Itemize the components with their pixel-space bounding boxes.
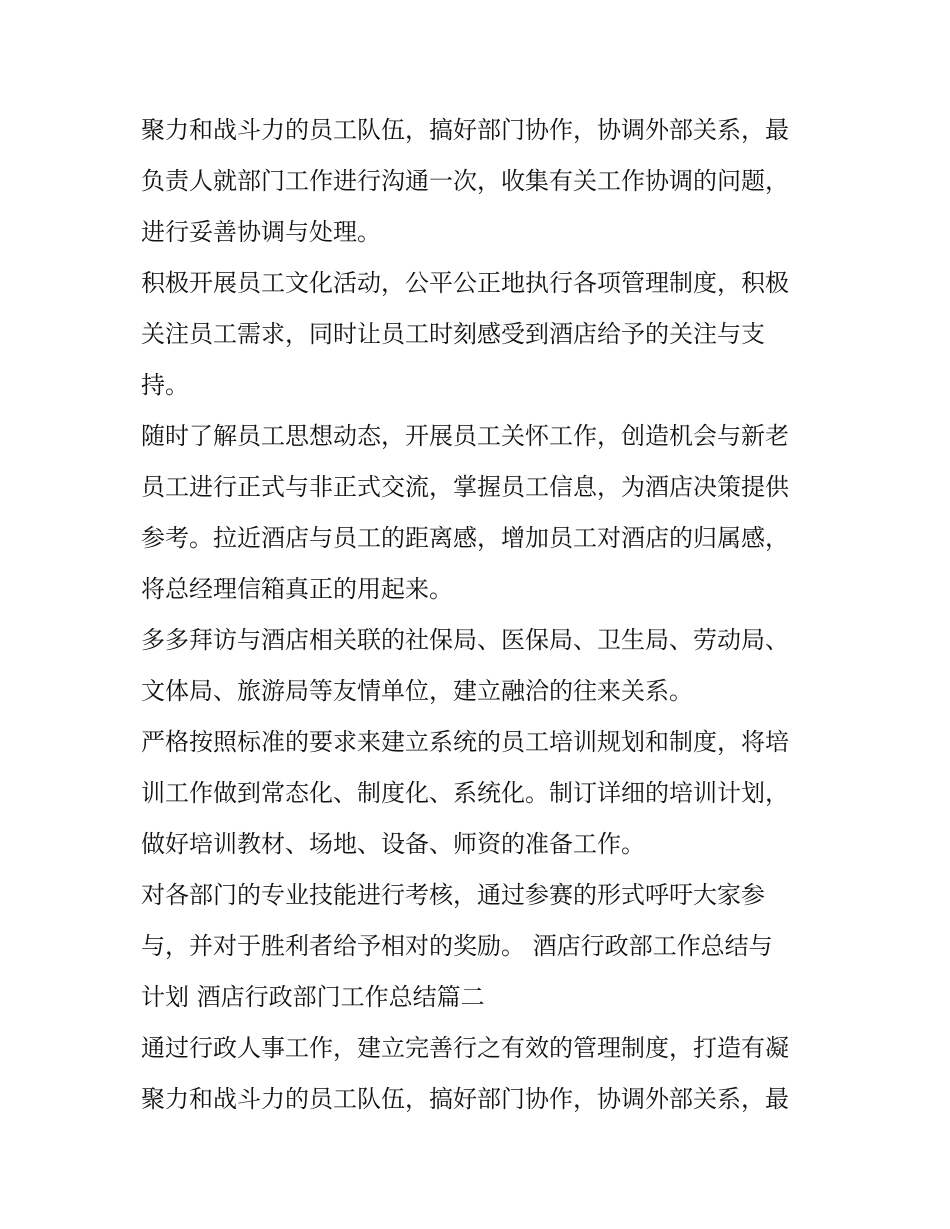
text-line: 进行妥善协调与处理。 <box>141 218 381 246</box>
text-line: 将总经理信箱真正的用起来。 <box>141 575 453 603</box>
text-line: 与，并对于胜利者给予相对的奖励。 酒店行政部工作总结与 <box>141 932 773 960</box>
text-line: 关注员工需求，同时让员工时刻感受到酒店给予的关注与支 <box>141 320 765 348</box>
text-line: 计划 酒店行政部门工作总结篇二 <box>141 983 485 1011</box>
text-line: 训工作做到常态化、制度化、系统化。制订详细的培训计划， <box>141 779 789 807</box>
text-line: 通过行政人事工作，建立完善行之有效的管理制度，打造有凝 <box>141 1034 789 1062</box>
text-line: 持。 <box>141 371 189 399</box>
text-line: 多多拜访与酒店相关联的社保局、医保局、卫生局、劳动局、 <box>141 626 789 654</box>
text-line: 积极开展员工文化活动，公平公正地执行各项管理制度，积极 <box>141 269 789 297</box>
text-line: 员工进行正式与非正式交流，掌握员工信息，为酒店决策提供 <box>141 473 789 501</box>
text-line: 对各部门的专业技能进行考核，通过参赛的形式呼吁大家参 <box>141 881 765 909</box>
text-line: 文体局、旅游局等友情单位，建立融洽的往来关系。 <box>141 677 693 705</box>
text-line: 聚力和战斗力的员工队伍，搞好部门协作，协调外部关系，最 <box>141 116 789 144</box>
text-line: 参考。拉近酒店与员工的距离感，增加员工对酒店的归属感， <box>141 524 789 552</box>
text-line: 负责人就部门工作进行沟通一次，收集有关工作协调的问题， <box>141 167 789 195</box>
text-line: 聚力和战斗力的员工队伍，搞好部门协作，协调外部关系，最 <box>141 1085 789 1113</box>
text-line: 随时了解员工思想动态，开展员工关怀工作，创造机会与新老 <box>141 422 789 450</box>
text-line: 严格按照标准的要求来建立系统的员工培训规划和制度，将培 <box>141 728 789 756</box>
text-line: 做好培训教材、场地、设备、师资的准备工作。 <box>141 830 645 858</box>
